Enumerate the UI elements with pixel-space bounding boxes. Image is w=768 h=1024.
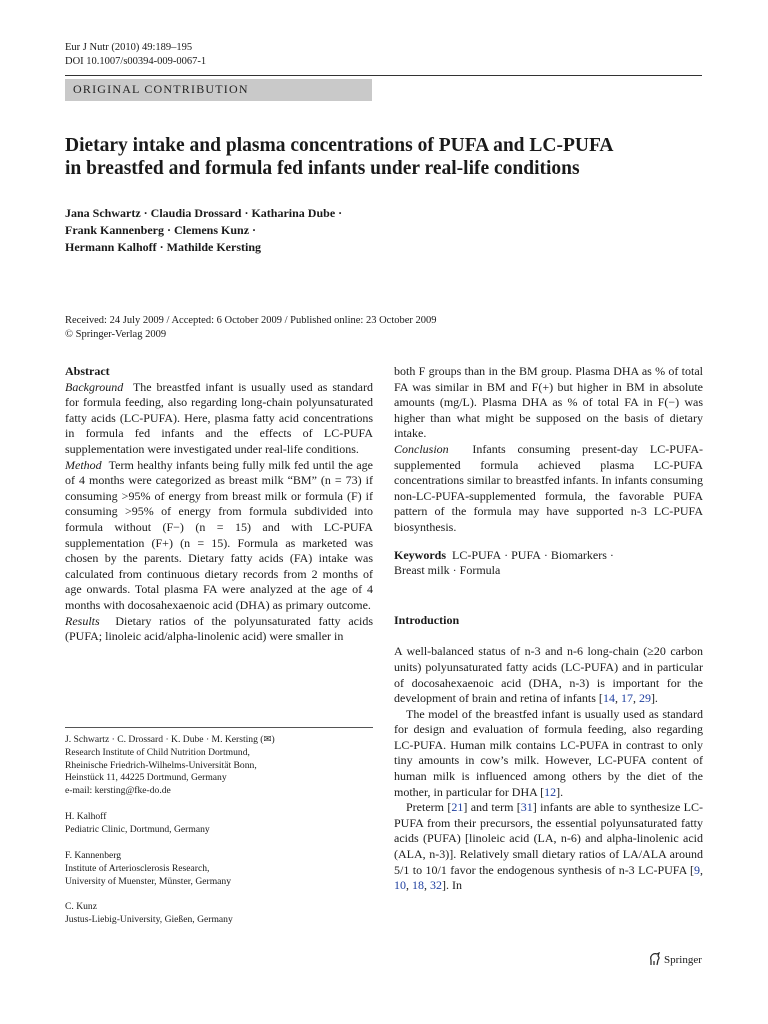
results-text-left: Dietary ratios of the polyunsaturated fatty acids (PUFA; linoleic acid/alpha-linolenic acid) were smaller in (65, 613, 374, 644)
keywords-label: Keywords (394, 547, 446, 562)
affiliation-line: Research Institute of Child Nutrition Dortmund, (65, 746, 250, 758)
affiliation-line: Institute of Arteriosclerosis Research, (65, 862, 210, 874)
abstract-column-left (65, 364, 373, 645)
results-label: Results (65, 613, 100, 628)
citation-link[interactable]: 18 (412, 878, 424, 893)
article-title-line-1: Dietary intake and plasma concentrations of PUFA and LC-PUFA (65, 135, 614, 156)
intro-text: ] and term [ (463, 800, 521, 815)
affiliation-line: Heinstück 11, 44225 Dortmund, Germany (65, 772, 227, 784)
citation-link[interactable]: 32 (430, 878, 442, 893)
citation-link[interactable]: 12 (544, 784, 557, 799)
intro-text: A well-balanced status of n-3 and n-6 long-chain (≥20 carbon units) polyunsaturated fatty acids (LC-PUFA) and in particular of docosahexaenoic acid (DHA, n-3) is important for the development of brain and retina of infants [ (394, 644, 703, 706)
keyword-item: LC-PUFA (452, 547, 502, 562)
citation-link[interactable]: 9 (694, 862, 700, 877)
introduction-heading: Introduction (394, 612, 460, 627)
affiliation-email[interactable]: e-mail: kersting@fke-do.de (65, 785, 171, 797)
springer-horse-icon (648, 952, 661, 969)
affiliation-line: J. Schwartz · C. Drossard · K. Dube · M. Kersting (✉) (65, 734, 275, 745)
affiliation-line: F. Kannenberg (65, 850, 122, 861)
intro-text: ] infants are able to synthesize LC-PUFA from their precursors, the essential polyunsaturated fatty acids (PUFA) [linoleic acid (LA, n-6) and alpha-linolenic acid (ALA, n-3)]. Relatively small dietary ratios of LA/ALA around 5/1 to 10/1 favor the endogenous synthesis of n-3 LC-PUFA [ (394, 800, 703, 877)
abstract-column-right (394, 364, 703, 894)
affiliation-line: C. Kunz (65, 901, 97, 912)
header-rule (65, 75, 702, 76)
abstract-background (65, 380, 373, 458)
author-list (65, 205, 705, 256)
affiliation-2 (65, 811, 373, 837)
keyword-item: PUFA (511, 547, 541, 562)
section-label: ORIGINAL CONTRIBUTION (73, 82, 249, 96)
background-text: The breastfed infant is usually used as standard for formula feeding, also regarding long-chain polyunsaturated fatty acids (LC-PUFA). Here, plasma fatty acid concentrations in formula fed infants and the effects of LC-PUFA supplementation were investigated under real-life conditions. (65, 379, 374, 456)
article-title (65, 134, 705, 180)
received-dates: Received: 24 July 2009 / Accepted: 6 October 2009 / Published online: 23 October 2009 (65, 315, 437, 326)
affiliation-4 (65, 901, 373, 927)
intro-text: ]. (556, 784, 564, 799)
author-line-1: Jana Schwartz · Claudia Drossard · Katharina Dube · (65, 206, 343, 220)
abstract-heading: Abstract (65, 364, 110, 378)
conclusion-text: Infants consuming present-day LC-PUFA-supplemented formula achieved plasma LC-PUFA concentrations similar to breastfed infants. In infants consuming non-LC-PUFA-supplemented formula, the favorable PUFA pattern of the formula may have supported n-3 LC-PUFA biosynthesis. (394, 441, 704, 534)
keyword-item: Formula (459, 563, 501, 578)
section-band (65, 79, 372, 101)
affiliation-line: Rheinische Friedrich-Wilhelms-Universität Bonn, (65, 759, 257, 771)
journal-doi[interactable]: DOI 10.1007/s00394-009-0067-1 (65, 56, 207, 67)
affiliation-3 (65, 850, 373, 888)
affiliation-line: Justus-Liebig-University, Gießen, Germany (65, 913, 233, 925)
intro-paragraph-1: A well-balanced status of n-3 and n-6 long-chain (≥20 carbon units) polyunsaturated fatty acids (LC-PUFA) and in particular of docosahexaenoic acid (DHA, n-3) is important for the development of brain and retina of infants [14, 17, 29]. (394, 644, 703, 706)
affiliation-line: H. Kalhoff (65, 811, 107, 822)
citation-link[interactable]: 14 (602, 691, 615, 706)
intro-paragraph-3: Preterm [21] and term [31] infants are able to synthesize LC-PUFA from their precursors, the essential polyunsaturated fatty acids (PUFA) [linoleic acid (LA, n-6) and alpha-linolenic acid (ALA, n-3)]. Relatively small dietary ratios of LA/ALA around 5/1 to 10/1 favor the endogenous synthesis of n-3 LC-PUFA [9, 10, 18, 32]. In (394, 800, 703, 893)
method-text: Term healthy infants being fully milk fed until the age of 4 months were categorized as breast milk “BM” (n = 73) if consuming >95% of energy from breast milk or formula (F) if consuming >95% of energy from formula subdivided into formula without (F−) (n = 15) and with LC-PUFA supplementation (F+) (n = 15). Formula as marketed was chosen by the parents. Dietary fatty acids (FA) intake was calculated from continuous dietary records from 2 months of age onwards. Total plasma FA were analyzed at the age of 4 months with docosahexaenoic acid (DHA) as primary outcome. (65, 457, 374, 612)
keyword-item: Breast milk (394, 563, 450, 578)
author-line-2: Frank Kannenberg · Clemens Kunz · (65, 223, 257, 237)
journal-citation: Eur J Nutr (2010) 49:189–195 (65, 42, 193, 53)
abstract-results (65, 614, 373, 645)
citation-link[interactable]: 31 (520, 800, 533, 815)
publisher-mark (648, 952, 702, 969)
affiliation-line: Pediatric Clinic, Dortmund, Germany (65, 823, 210, 835)
copyright-notice: © Springer-Verlag 2009 (65, 329, 167, 340)
citation-link[interactable]: 29 (638, 691, 651, 706)
method-label: Method (65, 457, 102, 472)
citation-link[interactable]: 10 (394, 878, 406, 893)
intro-text: Preterm [ (406, 800, 452, 815)
results-text-right: both F groups than in the BM group. Plasma DHA as % of total FA was similar in BM and F(+) but higher in BM in absolute amounts (mg/L). Plasma DHA as % of total FA in F(−) was higher than what might be supposed on the basis of dietary intake. (394, 364, 703, 441)
citation-link[interactable]: 21 (451, 800, 464, 815)
background-label: Background (65, 379, 124, 394)
author-line-3: Hermann Kalhoff · Mathilde Kersting (65, 240, 261, 254)
intro-text: ]. (650, 691, 658, 706)
conclusion-label: Conclusion (394, 441, 449, 456)
keyword-item: Biomarkers (550, 547, 607, 562)
intro-text: The model of the breastfed infant is usually used as standard for design and evaluation of formula feeding, also regarding LC-PUFA. Human milk contains LC-PUFA in contrast to only tiny amounts in cow’s milk. However, LC-PUFA content of human milk is influenced among others by the diet of the mother, in particular for DHA [ (394, 706, 703, 799)
article-title-line-2: in breastfed and formula fed infants under real-life conditions (65, 158, 580, 179)
keywords: Keywords LC-PUFA · PUFA · Biomarkers · Breast milk · Formula (394, 547, 614, 578)
intro-text: ]. In (442, 878, 462, 893)
publication-dates (65, 314, 705, 342)
affiliation-rule (65, 727, 373, 728)
citation-link[interactable]: 17 (620, 691, 633, 706)
affiliation-1 (65, 734, 373, 798)
affiliation-line: University of Muenster, Münster, Germany (65, 875, 232, 887)
abstract-method (65, 458, 373, 614)
abstract-conclusion (394, 442, 703, 536)
intro-paragraph-2 (394, 707, 703, 801)
publisher-name: Springer (664, 954, 702, 966)
